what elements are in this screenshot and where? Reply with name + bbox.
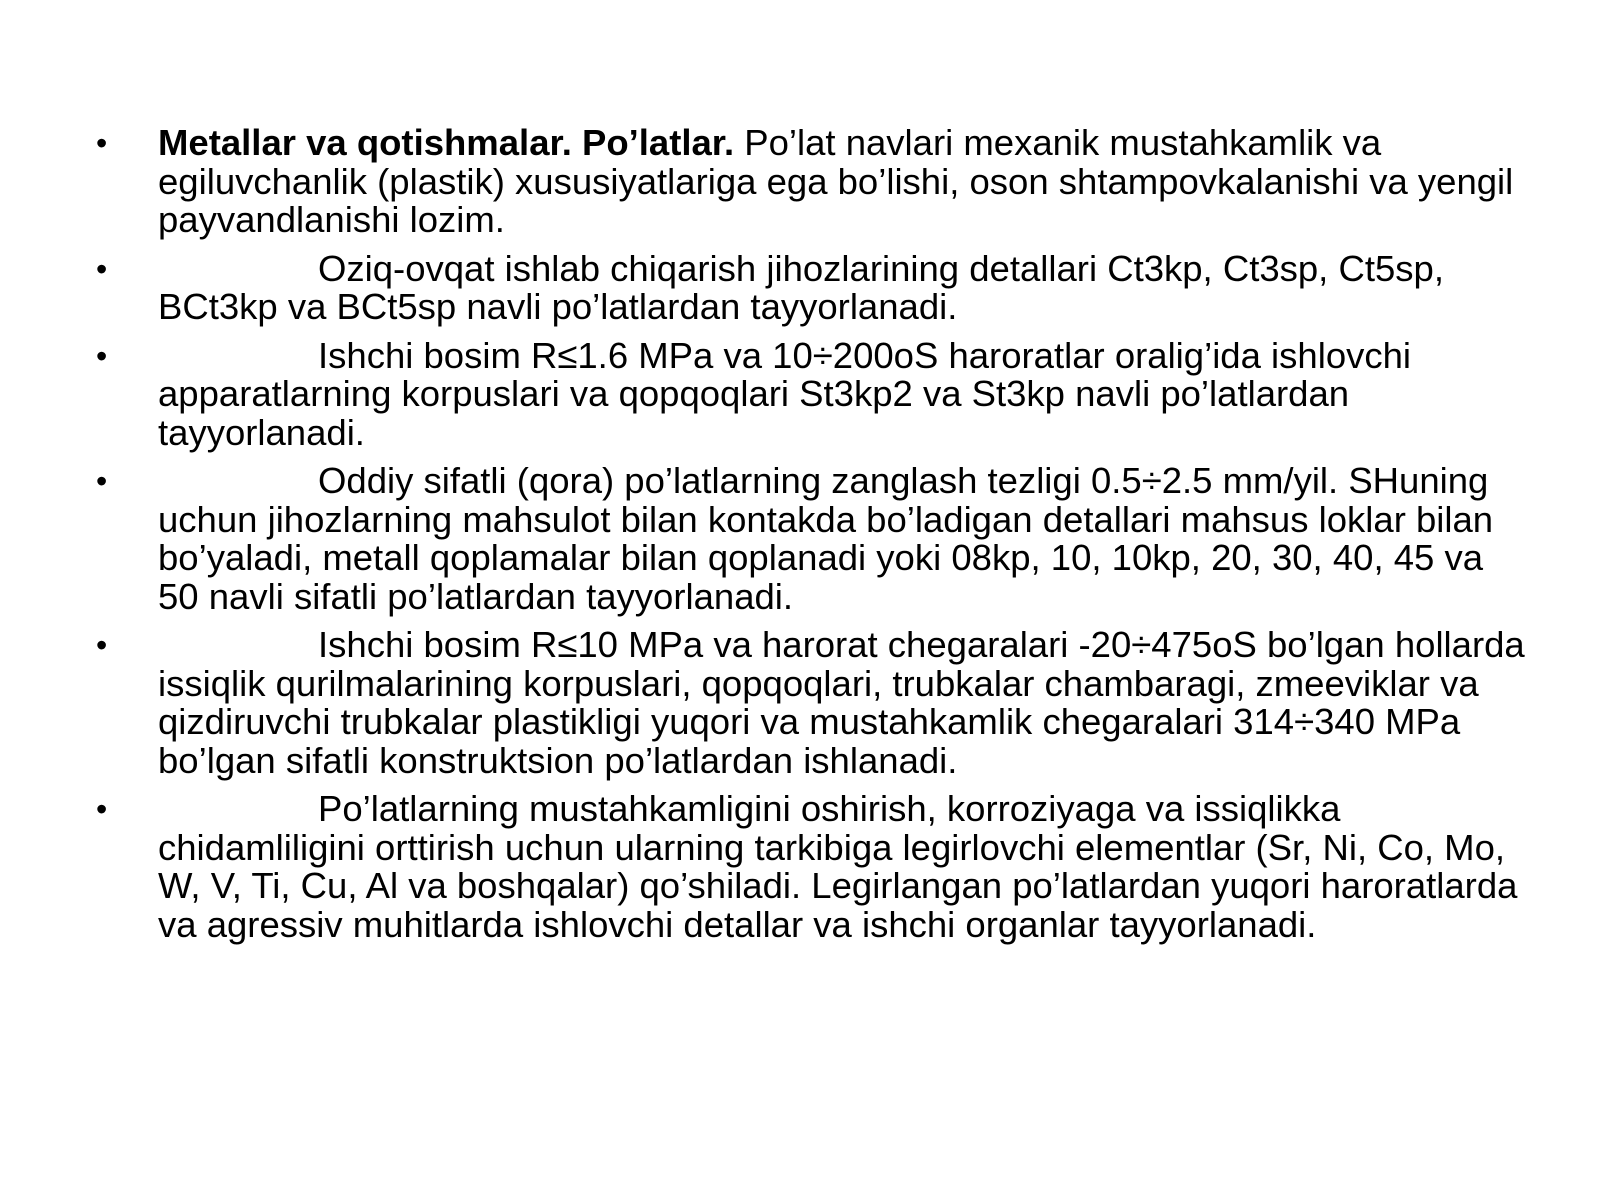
list-item (96, 462, 1526, 616)
list-item (96, 790, 1526, 944)
list-item (96, 124, 1526, 240)
bullet-icon: • (96, 791, 108, 827)
bullet-icon: • (96, 250, 108, 287)
bullet-list (96, 124, 1526, 954)
list-item (96, 247, 1526, 327)
section-title: Metallar va qotishmalar. Po’latlar. (158, 122, 735, 163)
paragraph-text: Po’latlarning mustahkamligini oshirish, korroziyaga va issiqlikka chidamliligini orttirish uchun ularning tarkibiga legirlovchi elementlar (Sr, Ni, Co, Mo, W, V, Ti, Cu, Al va boshqalar) qo’shiladi. Legirlangan po’latlardan yuqori haroratlarda va agressiv muhitlarda ishlovchi detallar va ishchi organlar tayyorlanadi. (158, 788, 1518, 945)
list-item (96, 626, 1526, 780)
bullet-icon: • (96, 463, 108, 499)
paragraph-text: Oddiy sifatli (qora) po’latlarning zanglash tezligi 0.5÷2.5 mm/yil. SHuning uchun jihozlarning mahsulot bilan kontakda bo’ladigan detallari mahsus loklar bilan bo’yaladi, metall qoplamalar bilan qoplanadi yoki 08kp, 10, 10kp, 20, 30, 40, 45 va 50 navli sifatli po’latlardan tayyorlanadi. (158, 460, 1494, 617)
paragraph-text: Po’lat navlari mexanik mustahkamlik va egiluvchanlik (plastik) xususiyatlariga ega bo’lishi, oson shtampovkalanishi va yengil payvandlanishi lozim. (158, 122, 1514, 240)
bullet-icon: • (96, 337, 108, 374)
paragraph-text: Ishchi bosim R≤10 MPa va harorat chegaralari -20÷475oS bo’lgan hollarda issiqlik qurilmalarining korpuslari, qopqoqlari, trubkalar chambaragi, zmeeviklar va qizdiruvchi trubkalar plastikligi yuqori va mustahkamlik chegaralari 314÷340 MPa bo’lgan sifatli konstruktsion po’latlardan ishlanadi. (158, 624, 1525, 781)
list-item (96, 334, 1526, 453)
paragraph-text: Ishchi bosim R≤1.6 MPa va 10÷200oS haroratlar oralig’ida ishlovchi apparatlarning korpuslari va qopqoqlari St3kp2 va St3kp navli po’latlardan tayyorlanadi. (158, 334, 1412, 453)
bullet-icon: • (96, 125, 108, 161)
paragraph-text: Oziq-ovqat ishlab chiqarish jihozlarining detallari Ct3kp, Ct3sp, Ct5sp, BCt3kp va BCt5sp navli po’latlardan tayyorlanadi. (158, 247, 1444, 327)
bullet-icon: • (96, 627, 108, 663)
